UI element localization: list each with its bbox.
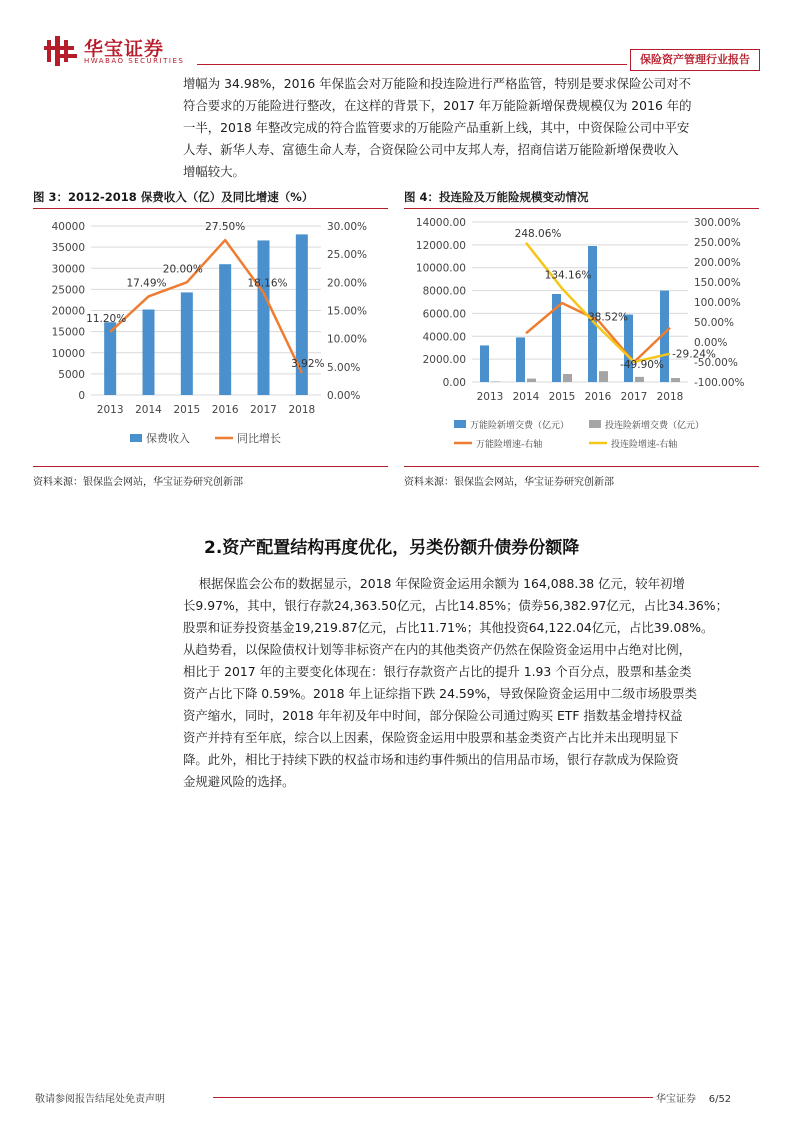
text-line: 一半，2018 年整改完成的符合监管要求的万能险产品重新上线，其中，中资保险公司中平安	[183, 120, 690, 135]
figure-4-top-rule	[404, 208, 759, 209]
footer-disclaimer: 敬请参阅报告结尾处免责声明	[35, 1094, 165, 1105]
data-label: -29.24%	[672, 348, 716, 361]
left-axis-tick: 2000.00	[422, 354, 466, 367]
right-axis-tick: 200.00%	[694, 257, 741, 269]
x-axis-tick: 2018	[656, 391, 684, 403]
data-label: 3.92%	[291, 357, 325, 370]
legend-swatch	[130, 434, 142, 442]
premium-income-chart	[33, 210, 388, 460]
legend-label: 同比增长	[237, 432, 281, 445]
right-axis-tick: -50.00%	[694, 357, 738, 369]
x-axis-tick: 2013	[96, 404, 124, 416]
data-label: 38.52%	[587, 311, 629, 324]
text-line: 符合要求的万能险进行整改，在这样的背景下，2017 年万能险新增保费规模仅为 2016 年的	[183, 98, 692, 113]
x-axis-tick: 2016	[584, 391, 612, 403]
data-label: 11.20%	[86, 312, 127, 325]
bar	[258, 240, 270, 395]
intro-paragraph	[183, 73, 755, 183]
x-axis-tick: 2014	[512, 391, 540, 403]
universal-linked-insurance-chart	[404, 210, 759, 460]
data-label: -49.90%	[620, 358, 664, 371]
right-axis-tick: 25.00%	[327, 249, 368, 262]
right-axis-tick: 150.00%	[694, 277, 741, 289]
right-axis-tick: 0.00%	[327, 390, 361, 402]
legend-label: 投连险增速-右轴	[611, 440, 678, 450]
figure-3-top-rule	[33, 208, 388, 209]
text-line: 从趋势看，以保险债权计划等非标资产在内的其他类资产仍然在保险资金运用中占绝对比例，	[183, 642, 692, 657]
figure-3-bottom-rule	[33, 466, 388, 467]
text-line: 资产缩水，同时，2018 年年初及年中时间，部分保险公司通过购买 ETF 指数基金增持权益	[183, 708, 683, 723]
text-line: 人寿、新华人寿、富德生命人寿，合资保险公司中友邦人寿，招商信诺万能险新增保费收入	[183, 142, 679, 157]
body-paragraph	[183, 573, 755, 793]
report-category-tag: 保险资产管理行业报告	[630, 49, 760, 71]
x-axis-tick: 2018	[288, 404, 316, 416]
legend-label: 投连险新增交费（亿元）	[605, 421, 705, 431]
x-axis-tick: 2014	[135, 404, 162, 416]
left-axis-tick: 10000.00	[415, 262, 466, 275]
data-label: 20.00%	[162, 263, 203, 276]
bar	[516, 337, 525, 382]
right-axis-tick: 10.00%	[327, 333, 368, 346]
data-label: 248.06%	[514, 227, 562, 240]
x-axis-tick: 2013	[476, 391, 504, 403]
figure-4-source: 资料来源：银保监会网站，华宝证券研究创新部	[404, 477, 614, 488]
figure-3-caption: 图 3：2012-2018 保费收入（亿）及同比增速（%）	[33, 190, 314, 204]
bar	[104, 322, 116, 395]
bar	[599, 371, 608, 382]
text-line: 资产占比下降 0.59%。2018 年上证综指下跌 24.59%，导致保险资金运用中二级市场股票类	[183, 686, 698, 701]
bar	[219, 264, 231, 395]
x-axis-tick: 2015	[173, 404, 201, 416]
left-axis-tick: 10000	[51, 347, 85, 360]
bar	[491, 381, 500, 382]
logo-text: 华宝证券	[84, 38, 165, 60]
bar	[181, 292, 193, 395]
left-axis-tick: 5000	[58, 368, 85, 381]
bar	[624, 315, 633, 382]
text-line: 降。此外，相比于持续下跌的权益市场和违约事件频出的信用品市场，银行存款成为保险资	[183, 752, 679, 767]
right-axis-tick: 300.00%	[694, 217, 741, 229]
right-axis-tick: 250.00%	[694, 237, 741, 249]
left-axis-tick: 30000	[51, 263, 85, 276]
section-heading: 2.资产配置结构再度优化，另类份额升债券份额降	[204, 538, 580, 558]
header-divider	[197, 64, 627, 65]
x-axis-tick: 2017	[250, 404, 277, 416]
legend-label: 保费收入	[146, 432, 190, 445]
text-line: 资产并持有至年底，综合以上因素，保险资金运用中股票和基金类资产占比并未出现明显下	[183, 730, 679, 745]
right-axis-tick: 15.00%	[327, 305, 368, 318]
figure-3-source: 资料来源：银保监会网站，华宝证券研究创新部	[33, 477, 243, 488]
right-axis-tick: 5.00%	[327, 361, 361, 374]
left-axis-tick: 0.00	[442, 377, 466, 389]
legend-swatch	[454, 420, 466, 428]
right-axis-tick: 30.00%	[327, 221, 368, 233]
bar	[671, 378, 680, 382]
right-axis-tick: 50.00%	[694, 317, 735, 329]
text-line: 根据保监会公布的数据显示，2018 年保险资金运用余额为 164,088.38 亿元，较年初增	[183, 576, 685, 591]
legend-label: 万能险增速-右轴	[476, 440, 543, 450]
left-axis-tick: 40000	[51, 221, 85, 233]
series-line	[526, 243, 670, 362]
left-axis-tick: 4000.00	[422, 331, 466, 344]
bar	[563, 374, 572, 382]
hwabao-logo-icon	[44, 34, 78, 68]
right-axis-tick: -100.00%	[694, 377, 745, 389]
x-axis-tick: 2015	[548, 391, 576, 403]
left-axis-tick: 20000	[51, 305, 85, 318]
x-axis-tick: 2017	[620, 391, 648, 403]
bar	[143, 310, 155, 395]
text-line: 长9.97%，其中，银行存款24,363.50亿元，占比14.85%；债券56,382.97亿元，占比34.36%；	[183, 598, 728, 613]
data-label: 134.16%	[544, 269, 592, 282]
left-axis-tick: 35000	[51, 242, 85, 255]
bar	[527, 379, 536, 382]
left-axis-tick: 8000.00	[422, 285, 466, 298]
text-line: 股票和证券投资基金19,219.87亿元，占比11.71%；其他投资64,122.04亿元，占比39.08%。	[183, 620, 714, 635]
text-line: 增幅较大。	[183, 164, 245, 179]
left-axis-tick: 15000	[51, 326, 85, 339]
left-axis-tick: 14000.00	[415, 217, 466, 229]
footer-divider	[213, 1097, 653, 1098]
bar	[480, 345, 489, 382]
x-axis-tick: 2016	[211, 404, 239, 416]
left-axis-tick: 6000.00	[422, 308, 466, 321]
figure-4-caption: 图 4：投连险及万能险规模变动情况	[404, 190, 589, 204]
right-axis-tick: 100.00%	[694, 297, 741, 309]
legend-swatch	[589, 420, 601, 428]
text-line: 增幅为 34.98%，2016 年保监会对万能险和投连险进行严格监管，特别是要求保险公司对不	[183, 76, 691, 91]
data-label: 17.49%	[126, 277, 167, 290]
data-label: 27.50%	[205, 221, 246, 234]
logo-english-text: HWABAO SECURITIES	[84, 57, 185, 65]
legend-label: 万能险新增交费（亿元）	[470, 421, 570, 431]
footer-page-number: 华宝证券 6/52	[656, 1094, 732, 1105]
left-axis-tick: 12000.00	[415, 239, 466, 252]
data-label: 18.16%	[247, 277, 288, 290]
right-axis-tick: 20.00%	[327, 277, 368, 290]
left-axis-tick: 0	[78, 390, 85, 402]
figure-4-bottom-rule	[404, 466, 759, 467]
left-axis-tick: 25000	[51, 284, 85, 297]
text-line: 金规避风险的选择。	[183, 774, 295, 789]
text-line: 相比于 2017 年的主要变化体现在：银行存款资产占比的提升 1.93 个百分点，股票和基金类	[183, 664, 692, 679]
bar	[635, 377, 644, 382]
right-axis-tick: 0.00%	[694, 337, 728, 349]
